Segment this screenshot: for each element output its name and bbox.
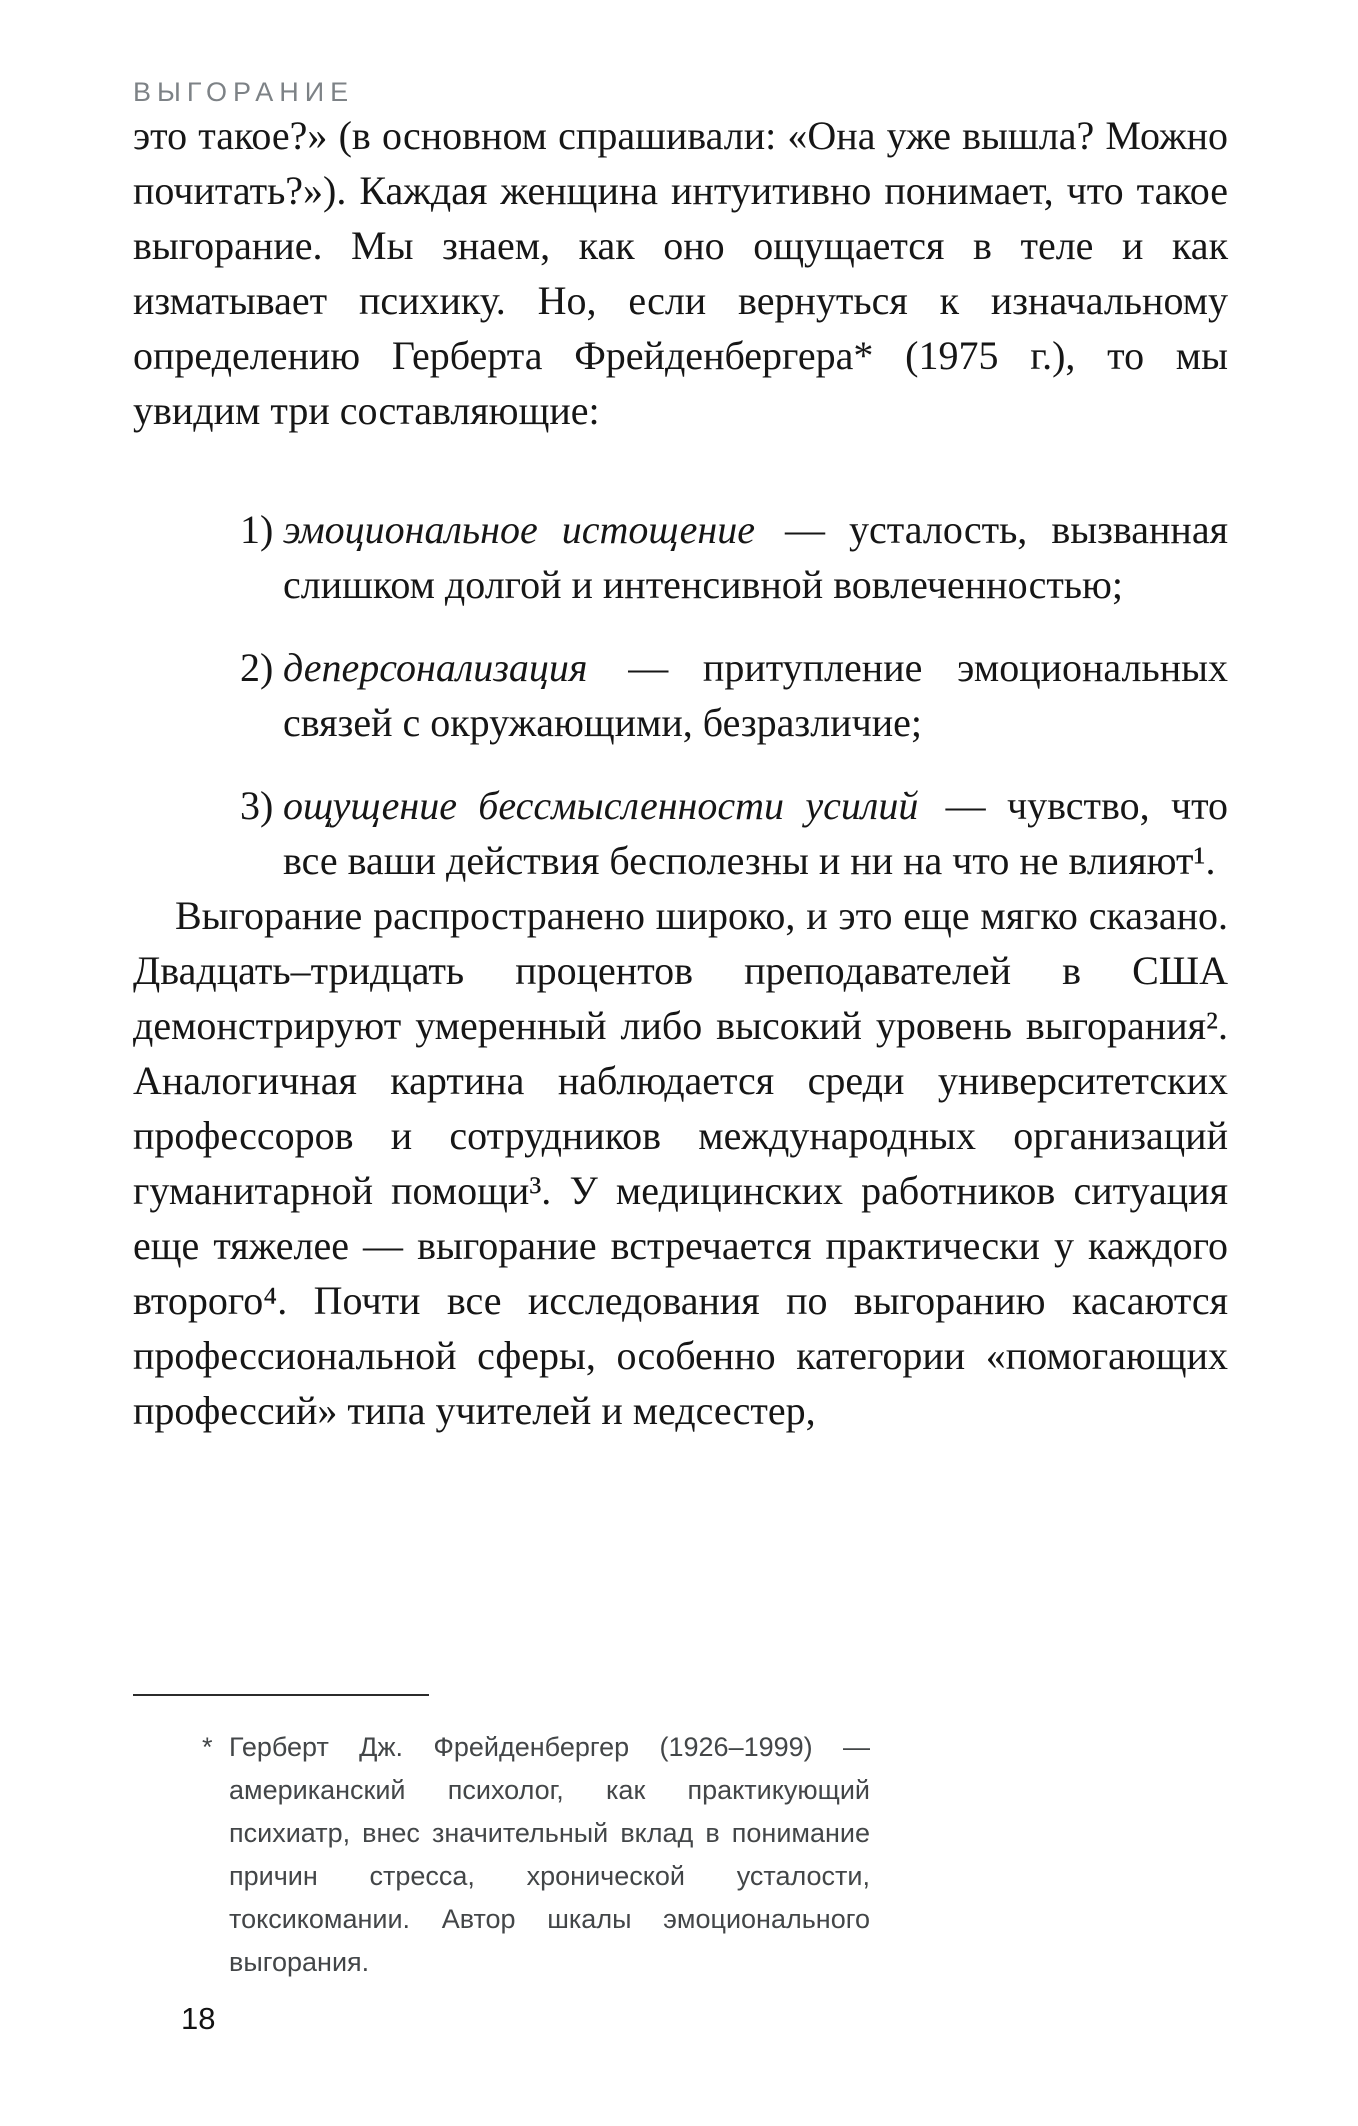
paragraph-statistics: Выгорание распространено широко, и это еще мягко сказано. Двадцать–тридцать процентов преподавателей в США демонстрируют умеренный либо высокий уровень выгорания². Аналогичная картина наблюдается среди университетских профессоров и сотрудников международных организаций гуманитарной помощи³. У медицинских работников ситуация еще тяжелее — выгорание встречается практически у каждого второго⁴. Почти все исследования по выгоранию касаются профессиональной сферы, особенно категории «помогающих профессий» типа учителей и медсестер, — [133, 893, 1228, 1433]
page-number: 18 — [181, 2001, 216, 2036]
running-header: ВЫГОРАНИЕ — [133, 77, 355, 107]
footnote-marker: * — [202, 1732, 213, 1762]
list-item-body — [283, 778, 1228, 888]
list-item-term: деперсонализация — [283, 645, 588, 690]
list-item-number: 2) — [240, 645, 274, 690]
list-item — [133, 502, 1228, 612]
list-item-number: 3) — [240, 783, 274, 828]
footnote-text: Герберт Дж. Фрейденбергер (1926–1999) — американский психолог, как практикующий психиатр, внес значительный вклад в понимание причин стресса, хронической усталости, токсикомании. Автор шкалы эмоционального выгорания. — [229, 1732, 870, 1977]
list-item-term: ощущение бессмысленности усилий — [283, 783, 919, 828]
list-item-body — [283, 502, 1228, 612]
list-item-text: — чувство, что все ваши действия бесполезны и ни на что не влияют¹. — [283, 783, 1229, 883]
burnout-components-list — [133, 502, 1228, 888]
list-item-body — [283, 640, 1228, 750]
list-item-text: — притупление эмоциональных связей с окружающими, безразличие; — [283, 645, 1229, 745]
footnote-divider — [133, 1694, 429, 1696]
footnote — [202, 1726, 870, 1984]
list-item-number: 1) — [240, 507, 274, 552]
list-item-term: эмоциональное истощение — [283, 507, 755, 552]
list-item — [133, 778, 1228, 888]
list-item-text: — усталость, вызванная слишком долгой и интенсивной вовлеченностью; — [283, 507, 1228, 607]
paragraph-intro: это такое?» (в основном спрашивали: «Она уже вышла? Можно почитать?»). Каждая женщина интуитивно понимает, что такое выгорание. Мы знаем, как оно ощущается в теле и как изматывает психику. Но, если вернуться к изначальному определению Герберта Фрейденбергера* (1975 г.), то мы увидим три составляющие: — [133, 113, 1228, 433]
list-item — [133, 640, 1228, 750]
